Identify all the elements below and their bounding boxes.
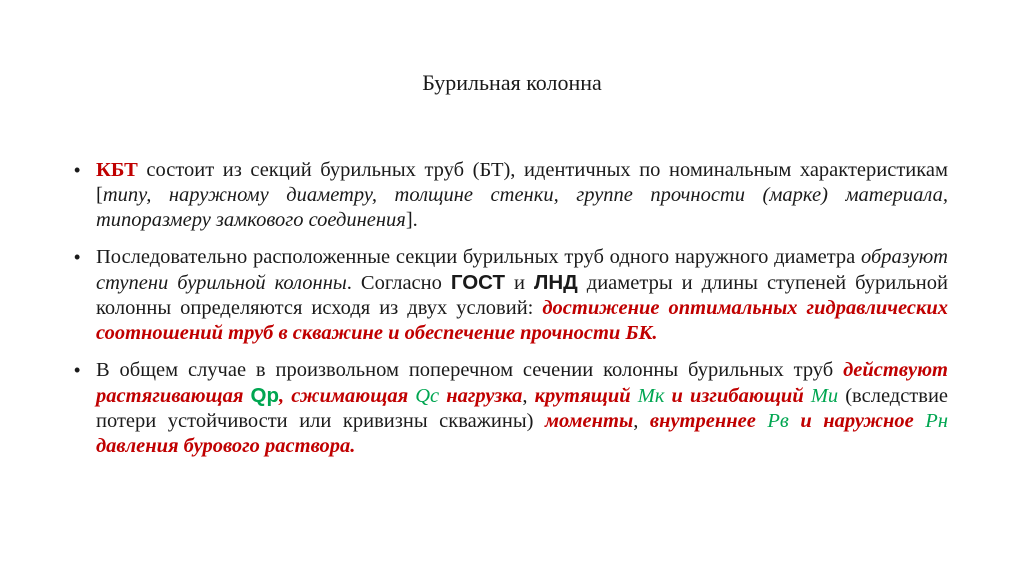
bullet2-red-conditions: достижение оптимальных гидравлических соотношений труб в скважине и обеспечение прочности БК. xyxy=(96,297,949,344)
bullet2-text-3: и xyxy=(505,272,534,294)
mi-symbol: Ми xyxy=(810,385,839,407)
bullet3-red-7: внутреннее xyxy=(649,410,768,432)
bullet2-text-1: Последовательно расположенные секции бурильных труб одного наружного диаметра xyxy=(96,246,861,268)
bullet2-italic: образуют ступени бурильной колонны xyxy=(96,246,948,294)
gost-term: ГОСТ xyxy=(450,271,505,294)
bullet3-red-3: нагрузка xyxy=(439,385,523,407)
bullet3-red-1: действуют растягивающая xyxy=(96,359,948,407)
bullet1-italic: типу, наружному диаметру, толщине стенки, группе прочности (марке) материала, типоразмеру замкового соединения xyxy=(96,184,948,231)
bullet-item-3 xyxy=(72,358,948,459)
bullet3-red-8: и наружное xyxy=(788,410,926,432)
mk-symbol: Мк xyxy=(637,385,665,407)
bullet-item-1 xyxy=(72,158,948,233)
bullet2-text-4: диаметры и длины ступеней бурильной колонны определяются исходя из двух условий: xyxy=(96,272,948,319)
bullet-dot: • xyxy=(74,360,81,380)
bullet-dot: • xyxy=(74,247,81,267)
bullet-dot: • xyxy=(74,160,81,180)
qp-symbol: Qр xyxy=(250,384,280,407)
pn-symbol: Рн xyxy=(925,410,948,432)
bullet3-red-4: крутящий xyxy=(534,385,638,407)
qc-symbol: Qс xyxy=(415,385,440,407)
bullet3-text-1: В общем случае в произвольном поперечном сечении колонны бурильных труб xyxy=(96,359,844,381)
bullet2-text-2: . Согласно xyxy=(346,272,451,294)
bullet-list xyxy=(72,158,948,471)
bullet1-text-1: состоит из секций бурильных труб (БТ), идентичных по номинальным характеристикам [ xyxy=(96,159,948,206)
bullet3-text-2: (вследствие потери устойчивости или кривизны скважины) xyxy=(96,385,949,432)
bullet1-text-2: ]. xyxy=(405,209,418,231)
slide-title: Бурильная колонна xyxy=(422,70,602,95)
bullet-item-2 xyxy=(72,245,948,346)
bullet3-red-5: и изгибающий xyxy=(664,385,811,407)
bullet3-red-9: давления бурового раствора. xyxy=(96,435,356,457)
bullet3-comma-1: , xyxy=(522,385,535,407)
pv-symbol: Рв xyxy=(767,410,789,432)
lnd-term: ЛНД xyxy=(533,271,578,294)
bullet3-red-2: , сжимающая xyxy=(279,385,416,407)
kbt-term: КБТ xyxy=(96,159,138,181)
bullet3-comma-2: , xyxy=(633,410,650,432)
bullet3-red-6: моменты xyxy=(545,410,634,432)
